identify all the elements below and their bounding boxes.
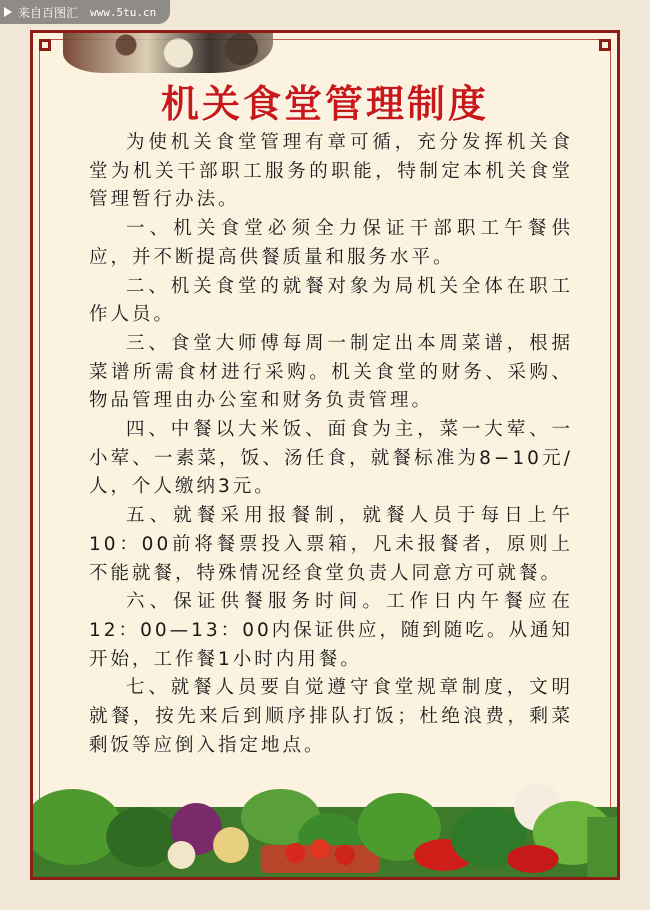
watermark-site: www.5tu.cn [90,5,157,19]
rule-7: 七、就餐人员要自觉遵守食堂规章制度，文明就餐，按先来后到顺序排队打饭；杜绝浪费，剩菜剩饭等应倒入指定地点。 [89,677,573,756]
corner-ornament-top-right [586,30,620,64]
rule-6: 六、保证供餐服务时间。工作日内午餐应在12：00—13：00内保证供应，随到随吃。从通知开始，工作餐1小时内用餐。 [89,591,573,670]
rule-5: 五、就餐采用报餐制，就餐人员于每日上午10：00前将餐票投入票箱，凡未报餐者，原则上不能就餐，特殊情况经食堂负责人同意方可就餐。 [89,505,573,584]
watermark-label: 来自百图汇 [18,5,79,20]
rule-1: 一、机关食堂必须全力保证干部职工午餐供应，并不断提高供餐质量和服务水平。 [89,218,573,268]
grain-photo [63,33,273,73]
vegetables-image [33,767,617,877]
play-icon [4,7,12,17]
rule-2: 二、机关食堂的就餐对象为局机关全体在职工作人员。 [89,275,573,326]
watermark-badge [0,0,170,24]
notice-poster [30,30,620,880]
intro-paragraph: 为使机关食堂管理有章可循，充分发挥机关食堂为机关干部职工服务的职能，特制定本机关食堂管理暂行办法。 [89,132,573,211]
rule-3: 三、食堂大师傅每周一制定出本周菜谱，根据菜谱所需食材进行采购。机关食堂的财务、采购、物品管理由办公室和财务负责管理。 [89,332,573,412]
rule-4: 四、中餐以大米饭、面食为主，菜一大荤、一小荤、一素菜，饭、汤任食，就餐标准为8−10元/人，个人缴纳3元。 [89,419,573,498]
corner-ornament-top-left [30,30,64,64]
rules-body [89,129,573,760]
poster-title: 机关食堂管理制度 [160,82,489,126]
